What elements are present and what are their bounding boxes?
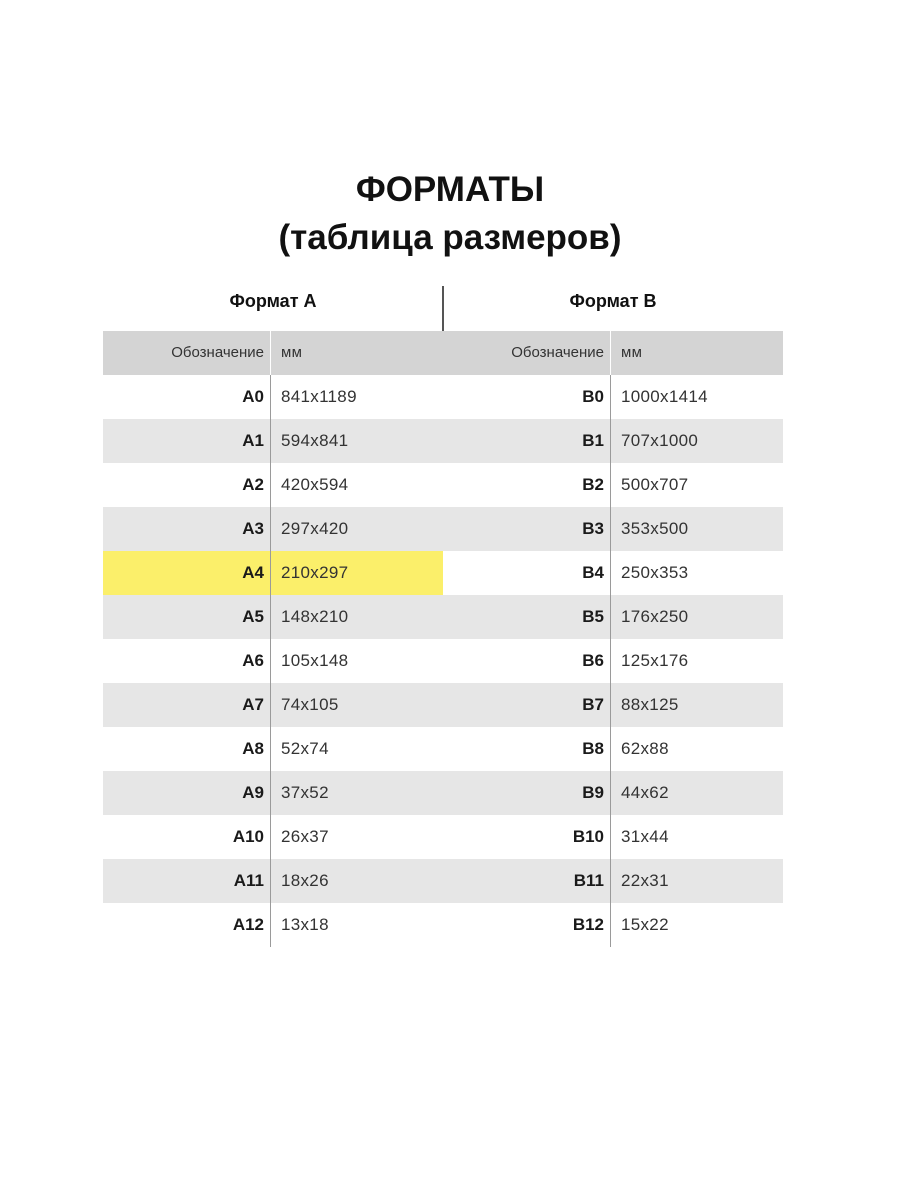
table-row bbox=[443, 771, 783, 815]
format-size: 15x22 bbox=[621, 915, 669, 934]
table-row bbox=[443, 551, 783, 595]
format-b-size-header: мм bbox=[621, 344, 643, 361]
table-row bbox=[103, 815, 443, 859]
format-size: 594x841 bbox=[281, 431, 349, 450]
format-code: B11 bbox=[443, 859, 611, 903]
format-size: 88x125 bbox=[621, 695, 679, 714]
format-b-heading: Формат В bbox=[569, 291, 657, 311]
format-a-heading: Формат А bbox=[229, 291, 317, 311]
format-code: A10 bbox=[103, 815, 271, 859]
table-row bbox=[443, 463, 783, 507]
format-code: A7 bbox=[103, 683, 271, 727]
title-line-1: ФОРМАТЫ bbox=[355, 170, 545, 209]
format-code: B7 bbox=[443, 683, 611, 727]
format-size: 1000x1414 bbox=[621, 387, 708, 406]
table-row bbox=[103, 859, 443, 903]
table-row bbox=[443, 639, 783, 683]
format-code: A5 bbox=[103, 595, 271, 639]
table-row bbox=[443, 903, 783, 947]
format-size: 707x1000 bbox=[621, 431, 699, 450]
format-size: 420x594 bbox=[281, 475, 349, 494]
format-size: 148x210 bbox=[281, 607, 349, 626]
table-row bbox=[103, 595, 443, 639]
format-code: B12 bbox=[443, 903, 611, 947]
format-a-size-header: мм bbox=[281, 344, 303, 361]
format-a-table bbox=[103, 331, 443, 947]
format-size: 250x353 bbox=[621, 563, 689, 582]
table-row bbox=[103, 683, 443, 727]
format-code: B3 bbox=[443, 507, 611, 551]
format-size: 31x44 bbox=[621, 827, 669, 846]
format-b-table bbox=[443, 331, 783, 947]
format-code: A2 bbox=[103, 463, 271, 507]
table-row bbox=[103, 639, 443, 683]
table-row bbox=[443, 683, 783, 727]
table-row bbox=[443, 595, 783, 639]
table-row bbox=[443, 375, 783, 419]
format-code: A0 bbox=[103, 375, 271, 419]
format-size: 500x707 bbox=[621, 475, 689, 494]
format-code: B0 bbox=[443, 375, 611, 419]
format-code: B10 bbox=[443, 815, 611, 859]
table-row bbox=[443, 727, 783, 771]
format-a-section bbox=[103, 285, 443, 934]
format-a-header-row bbox=[103, 331, 443, 375]
format-code: A9 bbox=[103, 771, 271, 815]
format-code: A6 bbox=[103, 639, 271, 683]
format-size: 37x52 bbox=[281, 783, 329, 802]
format-size: 13x18 bbox=[281, 915, 329, 934]
format-code: B5 bbox=[443, 595, 611, 639]
format-size: 18x26 bbox=[281, 871, 329, 890]
format-b-header-row bbox=[443, 331, 783, 375]
format-size: 74x105 bbox=[281, 695, 339, 714]
table-row bbox=[103, 375, 443, 419]
format-code: A12 bbox=[103, 903, 271, 947]
table-row bbox=[103, 507, 443, 551]
table-row bbox=[103, 727, 443, 771]
title-line-2: (таблица размеров) bbox=[278, 218, 622, 257]
table-row bbox=[443, 419, 783, 463]
format-code: A1 bbox=[103, 419, 271, 463]
format-code: B1 bbox=[443, 419, 611, 463]
format-size: 26x37 bbox=[281, 827, 329, 846]
format-code: A8 bbox=[103, 727, 271, 771]
format-code: B4 bbox=[443, 551, 611, 595]
format-code: B9 bbox=[443, 771, 611, 815]
format-code: A3 bbox=[103, 507, 271, 551]
format-size: 22x31 bbox=[621, 871, 669, 890]
table-row bbox=[103, 903, 443, 947]
format-size: 353x500 bbox=[621, 519, 689, 538]
format-size: 841x1189 bbox=[281, 387, 357, 406]
format-size: 176x250 bbox=[621, 607, 689, 626]
format-size: 297x420 bbox=[281, 519, 349, 538]
format-code: A11 bbox=[103, 859, 271, 903]
format-size: 210x297 bbox=[281, 563, 349, 582]
table-row bbox=[443, 859, 783, 903]
table-row bbox=[443, 507, 783, 551]
format-b-code-header: Обозначение bbox=[443, 331, 611, 375]
format-size: 105x148 bbox=[281, 651, 349, 670]
format-code: B8 bbox=[443, 727, 611, 771]
format-a-code-header: Обозначение bbox=[103, 331, 271, 375]
format-code: A4 bbox=[103, 551, 271, 595]
table-row bbox=[103, 551, 443, 595]
format-code: B2 bbox=[443, 463, 611, 507]
format-size: 44x62 bbox=[621, 783, 669, 802]
table-row bbox=[103, 463, 443, 507]
format-size: 52x74 bbox=[281, 739, 329, 758]
format-size: 62x88 bbox=[621, 739, 669, 758]
format-b-section bbox=[443, 285, 783, 934]
page-title bbox=[0, 166, 900, 262]
format-size: 125x176 bbox=[621, 651, 689, 670]
table-row bbox=[103, 771, 443, 815]
table-row bbox=[443, 815, 783, 859]
table-row bbox=[103, 419, 443, 463]
format-code: B6 bbox=[443, 639, 611, 683]
